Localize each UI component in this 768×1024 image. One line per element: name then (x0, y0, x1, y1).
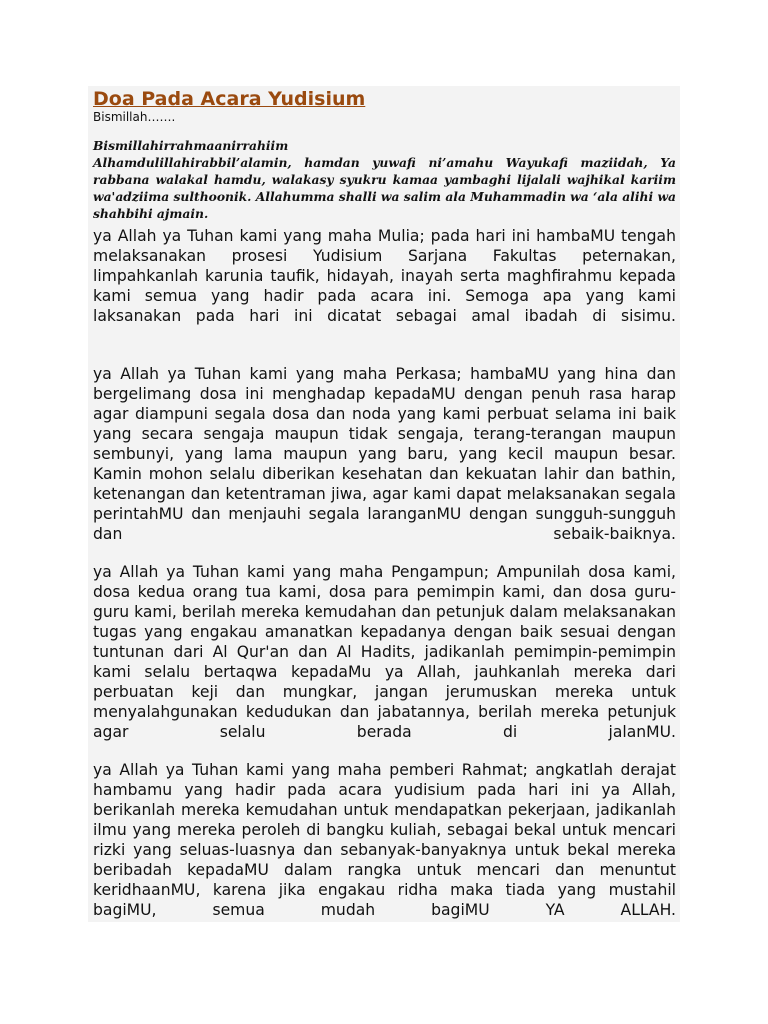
paragraph-spacer (93, 544, 676, 562)
prayer-paragraph-4: ya Allah ya Tuhan kami yang maha pemberi Rahmat; angkatlah derajat hambamu yang hadir pada acara yudisium pada hari ini ya Allah, berikanlah mereka kemudahan untuk mendapatkan pekerjaan, jadikanlah ilmu yang mereka peroleh di bangku kuliah, sebagai bekal untuk mencari rizki yang seluas-luasnya dan sebanyak-banyaknya untuk bekal mereka beribadah kepadaMU dalam rangka untuk mencari dan menuntut keridhaanMU, karena jika engakau ridha maka tiada yang mustahil bagiMU, semua mudah bagiMU YA ALLAH. (93, 761, 676, 919)
opening-prayer (93, 137, 676, 222)
paragraph-spacer (93, 742, 676, 760)
document-title[interactable]: Doa Pada Acara Yudisium (93, 88, 366, 110)
prayer-paragraph-1: ya Allah ya Tuhan kami yang maha Mulia; pada hari ini hambaMU tengah melaksanakan prosesi Yudisium Sarjana Fakultas peternakan, limpahkanlah karunia taufik, hidayah, inayah serta maghfirahmu kepada kami semua yang hadir pada acara ini. Semoga apa yang kami laksanakan pada hari ini dicatat sebagai amal ibadah di sisimu. (93, 227, 676, 325)
document-subtitle: Bismillah……. (93, 110, 176, 124)
document-content (88, 86, 680, 922)
paragraph-spacer (93, 326, 676, 364)
opening-line-hamdalah: Alhamdulillahirabbil’alamin, hamdan yuwafi ni’amahu Wayukafi maziidah, Ya rabbana walakal hamdu, walakasy syukru kamaa yambaghi lijalali wajhikal kariim wa'adziima sulthoonik. Allahumma shalli wa salim ala Muhammadin wa ‘ala alihi wa shahbihi ajmain. (93, 155, 676, 221)
prayer-paragraph-3: ya Allah ya Tuhan kami yang maha Pengampun; Ampunilah dosa kami, dosa kedua orang tua kami, dosa para pemimpin kami, dan dosa guru-guru kami, berilah mereka kemudahan dan petunjuk dalam melaksanakan tugas yang engakau amanatkan kepadanya dengan baik sesuai dengan tuntunan dari Al Qur'an dan Al Hadits, jadikanlah pemimpin-pemimpin kami selalu bertaqwa kepadaMu ya Allah, jauhkanlah mereka dari perbuatan keji dan mungkar, jangan jerumuskan mereka untuk menyalahgunakan kedudukan dan jabatannya, berilah mereka petunjuk agar selalu berada di jalanMU. (93, 563, 676, 741)
prayer-paragraph-2: ya Allah ya Tuhan kami yang maha Perkasa; hambaMU yang hina dan bergelimang dosa ini menghadap kepadaMU dengan penuh rasa harap agar diampuni segala dosa dan noda yang kami perbuat selama ini baik yang secara sengaja maupun tidak sengaja, terang-terangan maupun sembunyi, yang lama maupun yang baru, yang kecil maupun besar. Kamin mohon selalu diberikan kesehatan dan kekuatan lahir dan bathin, ketenangan dan ketentraman jiwa, agar kami dapat melaksanakan segala perintahMU dan menjauhi segala laranganMU dengan sungguh-sungguh dan sebaik-baiknya. (93, 365, 676, 543)
opening-line-basmalah: Bismillahirrahmaanirrahiim (93, 138, 289, 153)
